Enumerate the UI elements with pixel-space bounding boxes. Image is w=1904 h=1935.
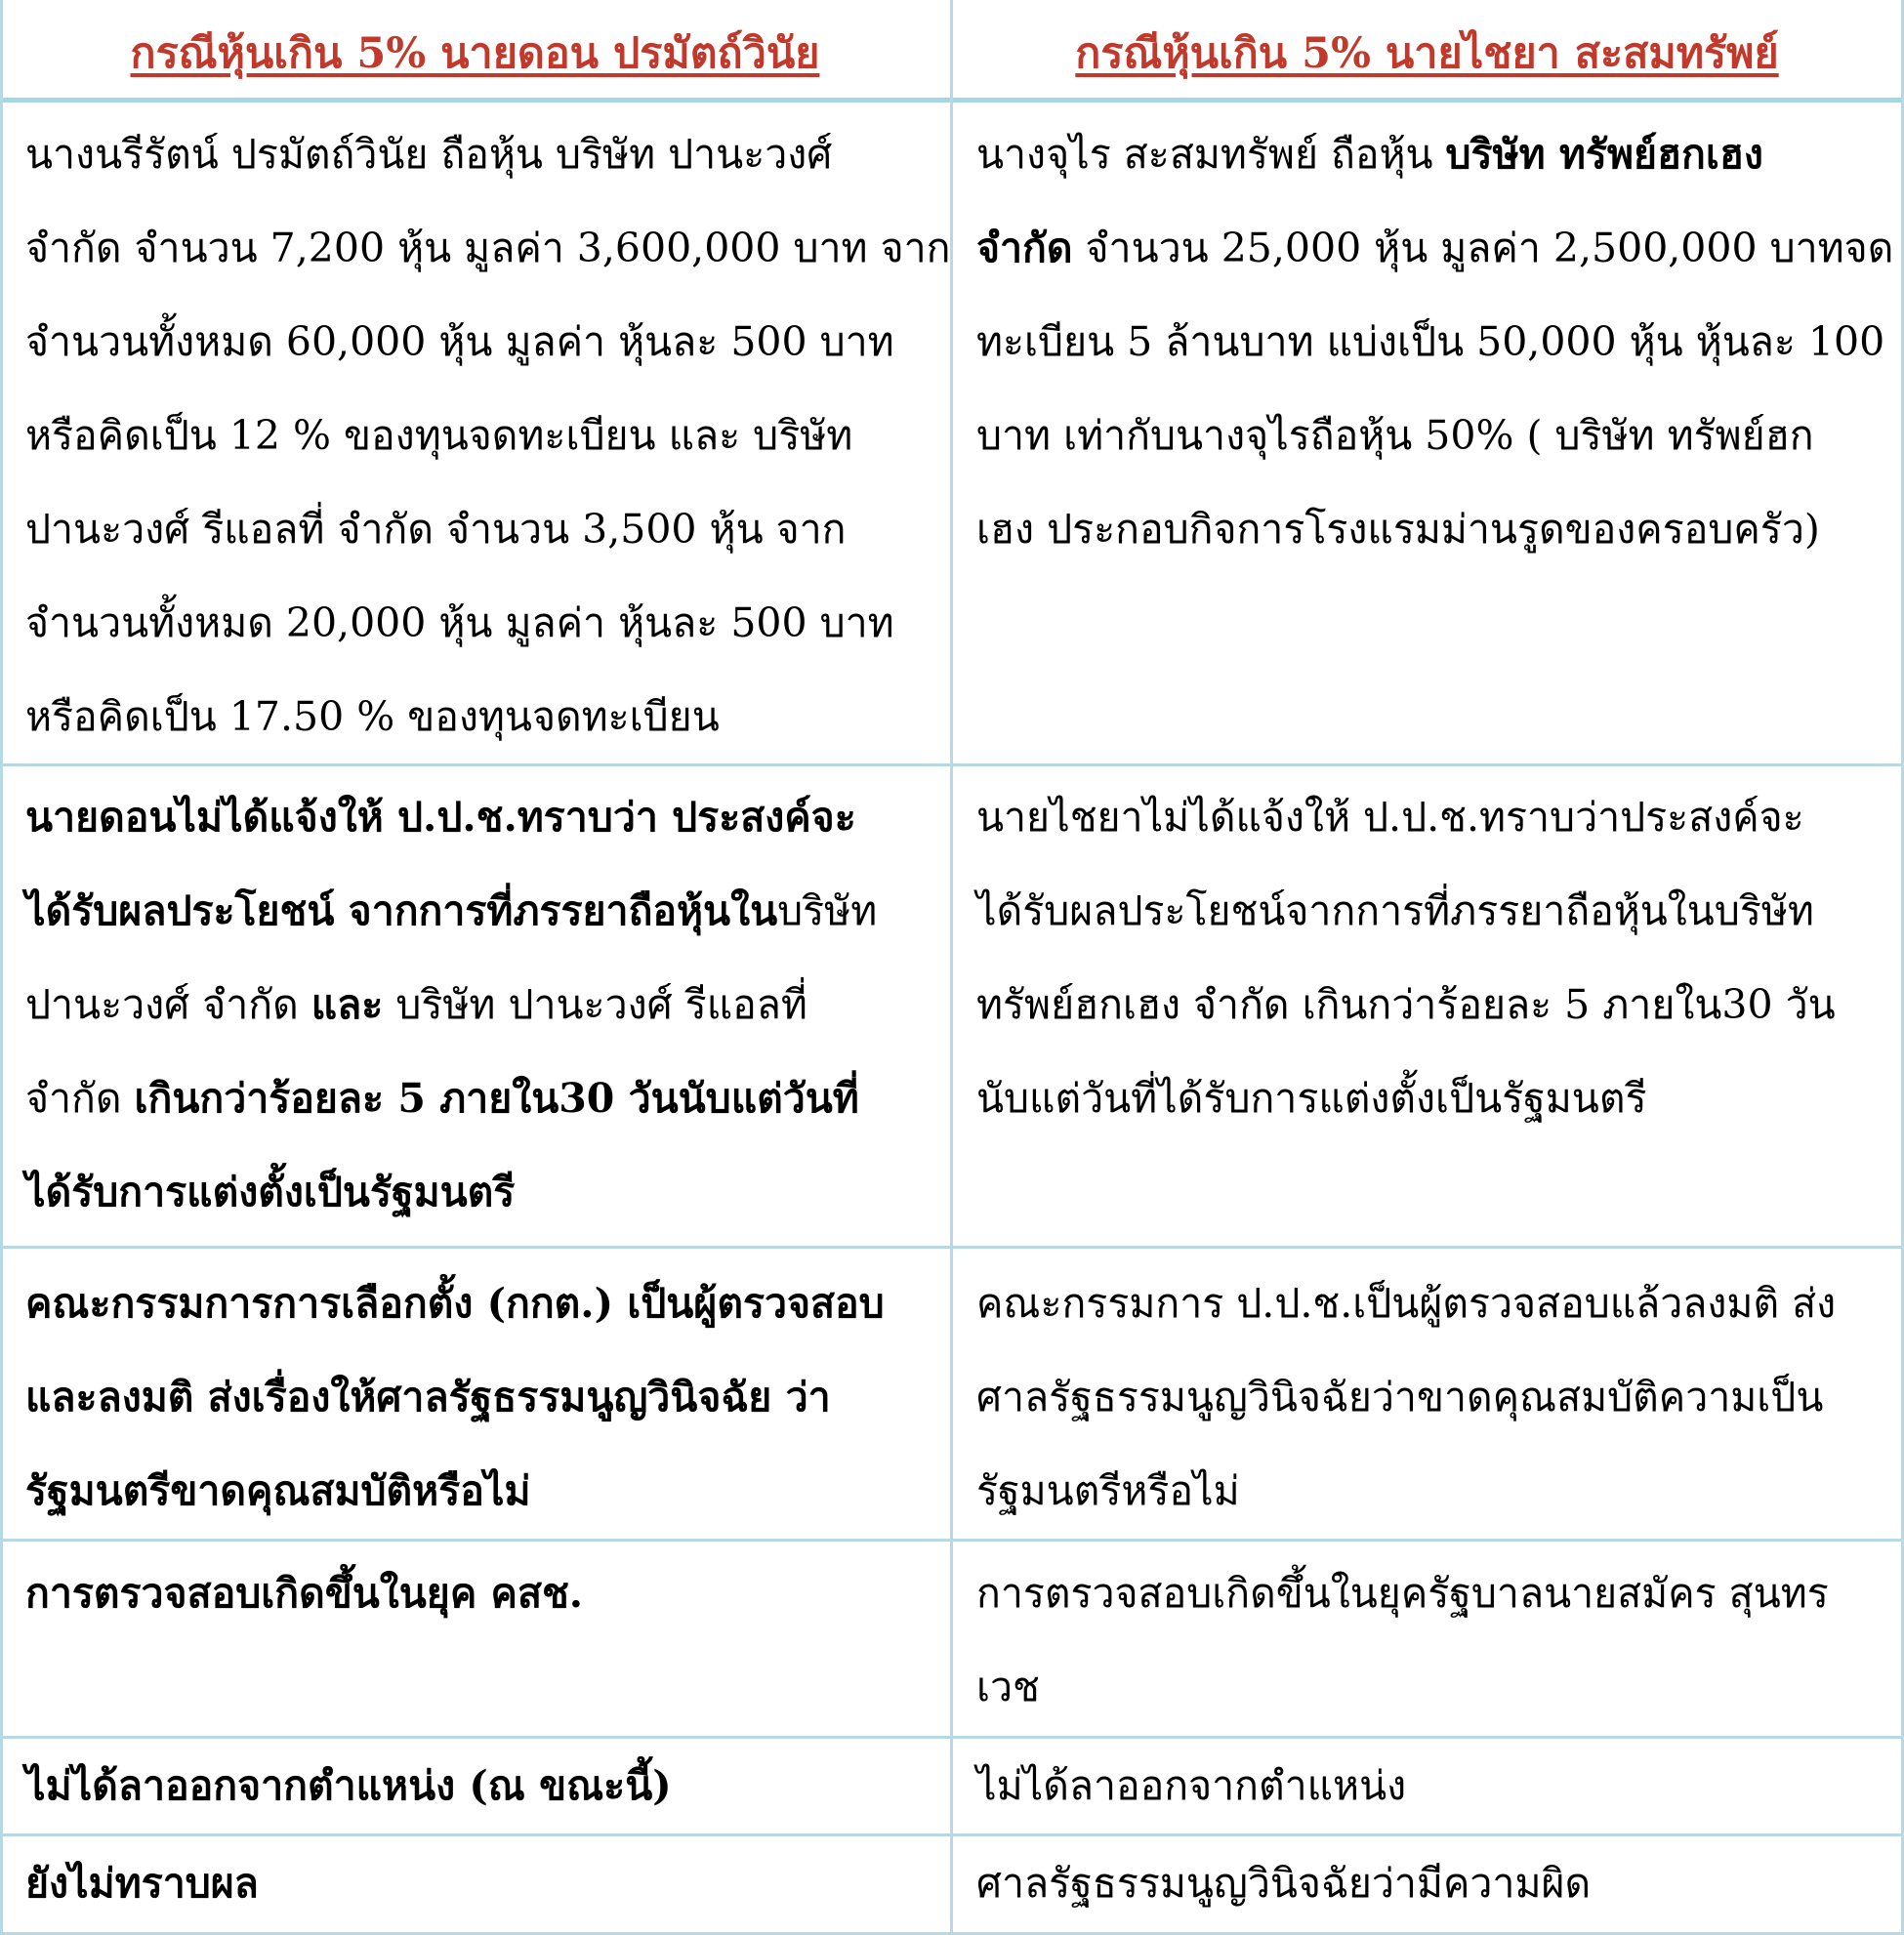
text-line: นายไชยาไม่ได้แจ้งให้ ป.ป.ช.ทราบว่าประสงค์จะ — [976, 794, 1804, 841]
company-name-bold: จำกัด — [976, 225, 1073, 271]
row4-right-cell — [955, 1546, 1901, 1734]
text-line: ได้รับผลประโยชน์จากการที่ภรรยาถือหุ้นในบริษัท — [976, 887, 1814, 934]
text-line: นายดอนไม่ได้แจ้งให้ ป.ป.ช.ทราบว่า ประสงค์จะ — [25, 794, 856, 841]
text-line: และลงมติ ส่งเรื่องให้ศาลรัฐธรรมนูญวินิจฉัย ว่า — [25, 1374, 831, 1420]
text-line — [976, 201, 1894, 295]
header-left: กรณีหุ้นเกิน 5% นายดอน ปรมัตถ์วินัย — [130, 29, 820, 78]
company-name-bold: บริษัท ทรัพย์ฮกเฮง — [1445, 131, 1763, 178]
text-line: เฮง ประกอบกิจการโรงแรมม่านรูดของครอบครัว) — [976, 506, 1820, 553]
text-line: รัฐมนตรีขาดคุณสมบัติหรือไม่ — [25, 1467, 531, 1514]
text-line: รัฐมนตรีหรือไม่ — [976, 1467, 1240, 1514]
text-line: หรือคิดเป็น 12 % ของทุนจดทะเบียน และ บริษัท — [25, 412, 853, 459]
text-line: ศาลรัฐธรรมนูญวินิจฉัยว่ามีความผิด — [976, 1860, 1592, 1907]
text-run-bold: ได้รับผลประโยชน์ จากการที่ภรรยาถือหุ้นใน — [25, 887, 778, 934]
text-line: การตรวจสอบเกิดขึ้นในยุครัฐบาลนายสมัคร สุนทร — [976, 1570, 1829, 1617]
text-line — [25, 864, 929, 958]
text-line: จำกัด จำนวน 7,200 หุ้น มูลค่า 3,600,000 บาท จาก — [25, 225, 950, 271]
text-run: นางจุไร สะสมทรัพย์ ถือหุ้น — [976, 131, 1446, 178]
text-line: หรือคิดเป็น 17.50 % ของทุนจดทะเบียน — [25, 693, 720, 740]
text-line — [25, 1051, 929, 1145]
text-line: การตรวจสอบเกิดขึ้นในยุค คสช. — [25, 1570, 584, 1617]
text-line: ไม่ได้ลาออกจากตำแหน่ง — [976, 1762, 1407, 1809]
text-line: จำนวนทั้งหมด 60,000 หุ้น มูลค่า หุ้นละ 500 บาท — [25, 318, 894, 365]
row2-left-cell — [4, 770, 950, 1244]
text-line: คณะกรรมการการเลือกตั้ง (กกต.) เป็นผู้ตรวจสอบ — [25, 1280, 885, 1327]
text-line: ไม่ได้ลาออกจากตำแหน่ง (ณ ขณะนี้) — [25, 1762, 672, 1809]
row6-right-cell — [955, 1836, 1901, 1930]
text-line: บาท เท่ากับนางจุไรถือหุ้น 50% ( บริษัท ทรัพย์ฮก — [976, 412, 1814, 459]
text-run: บริษัท ปานะวงศ์ รีแอลที่ — [383, 981, 807, 1028]
text-line — [25, 958, 929, 1051]
text-line: จำนวนทั้งหมด 20,000 หุ้น มูลค่า หุ้นละ 500 บาท — [25, 599, 894, 646]
text-line: ปานะวงศ์ รีแอลที่ จำกัด จำนวน 3,500 หุ้น จาก — [25, 506, 847, 553]
row3-right-cell — [955, 1256, 1901, 1537]
text-run-bold: เกินกว่าร้อยละ 5 ภายใน30 วันนับแต่วันที่ — [134, 1075, 859, 1122]
text-run: จำกัด — [25, 1075, 135, 1122]
row1-left-cell — [4, 107, 950, 762]
text-line: คณะกรรมการ ป.ป.ช.เป็นผู้ตรวจสอบแล้วลงมติ ส่ง — [976, 1280, 1837, 1327]
row6-left-cell — [4, 1836, 950, 1930]
text-line: ทรัพย์ฮกเฮง จำกัด เกินกว่าร้อยละ 5 ภายใน30 วัน — [976, 981, 1836, 1028]
left-border — [0, 0, 3, 1935]
text-line: ศาลรัฐธรรมนูญวินิจฉัยว่าขาดคุณสมบัติความเป็น — [976, 1374, 1824, 1420]
row5-left-cell — [4, 1739, 950, 1832]
text-line — [976, 107, 1880, 201]
text-line: นับแต่วันที่ได้รับการแต่งตั้งเป็นรัฐมนตรี — [976, 1075, 1647, 1122]
row4-left-cell — [4, 1546, 950, 1734]
text-line: นางนรีรัตน์ ปรมัตถ์วินัย ถือหุ้น บริษัท ปานะวงศ์ — [25, 131, 833, 178]
row3-left-cell — [4, 1256, 950, 1537]
text-line: ยังไม่ทราบผล — [25, 1860, 259, 1907]
row2-right-cell — [955, 770, 1901, 1244]
column-divider — [950, 0, 953, 1935]
header-right: กรณีหุ้นเกิน 5% นายไชยา สะสมทรัพย์ — [1075, 29, 1779, 78]
row5-right-cell — [955, 1739, 1901, 1832]
text-run-bold: และ — [310, 981, 384, 1028]
text-line: ทะเบียน 5 ล้านบาท แบ่งเป็น 50,000 หุ้น หุ้นละ 100 — [976, 318, 1885, 365]
text-run: ปานะวงศ์ จำกัด — [25, 981, 311, 1028]
text-run: บริษัท — [777, 887, 878, 934]
row1-right-cell — [955, 107, 1901, 762]
text-line: เวช — [976, 1664, 1040, 1710]
text-run: จำนวน 25,000 หุ้น มูลค่า 2,500,000 บาทจด — [1072, 225, 1894, 271]
text-line: ได้รับการแต่งตั้งเป็นรัฐมนตรี — [25, 1169, 516, 1215]
